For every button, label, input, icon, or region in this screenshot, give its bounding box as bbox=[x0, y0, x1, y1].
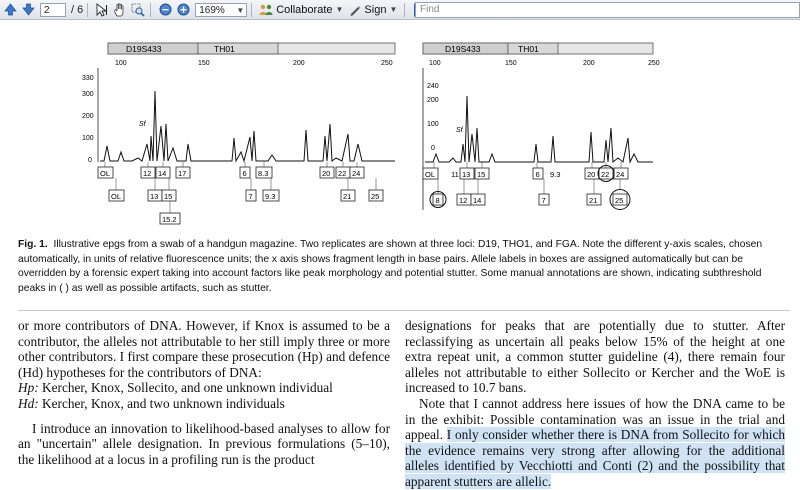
next-page-icon[interactable] bbox=[20, 2, 36, 18]
paragraph bbox=[405, 396, 785, 490]
chevron-down-icon: ▼ bbox=[335, 5, 344, 14]
previous-page-icon[interactable] bbox=[2, 2, 18, 18]
allele-label: 22 bbox=[338, 169, 347, 178]
collaborate-menu-button[interactable] bbox=[256, 4, 346, 16]
body-column-left bbox=[18, 318, 390, 467]
allele-label: 8.3 bbox=[258, 169, 269, 178]
right-electropherogram bbox=[423, 43, 660, 210]
zoom-level-select[interactable] bbox=[195, 3, 247, 17]
allele-label: 15.2 bbox=[162, 215, 177, 224]
allele-label: 12 bbox=[459, 196, 468, 205]
hypothesis-text: Kercher, Knox, Sollecito, and one unknown individual bbox=[42, 380, 333, 396]
allele-label: 21 bbox=[589, 196, 598, 205]
paragraph: or more contributors of DNA. However, if Knox is assumed to be a contributor, the alleles not attributable to her still imply three or more other contributors. I first compare these prosecution (Hp) and defence (Hd) hypotheses for the contributors of DNA: bbox=[18, 318, 390, 380]
toolbar-separator bbox=[150, 3, 151, 17]
collaborate-icon bbox=[259, 4, 273, 16]
document-page bbox=[0, 20, 800, 489]
locus-label: TH01 bbox=[214, 44, 235, 54]
figure-label: Fig. 1. bbox=[18, 239, 48, 250]
sign-label: Sign bbox=[364, 3, 387, 16]
allele-label: 8 bbox=[435, 196, 440, 205]
allele-label: 15 bbox=[477, 170, 486, 179]
allele-label: 15 bbox=[164, 192, 173, 201]
allele-label: 12 bbox=[143, 169, 152, 178]
paragraph-text: Note that I cannot address here issues of how the DNA came to be in the exhibit: Possible contamination was an issue in the trial and appeal. bbox=[405, 395, 785, 443]
zoom-out-icon[interactable] bbox=[157, 2, 173, 18]
left-electropherogram bbox=[82, 43, 395, 224]
hypothesis-prosecution bbox=[18, 380, 390, 396]
allele-label: 7 bbox=[248, 192, 253, 201]
allele-label: 13 bbox=[462, 170, 471, 179]
y-tick-label: 240 bbox=[427, 83, 439, 90]
y-tick-label: 0 bbox=[431, 145, 435, 152]
hypothesis-text: Kercher, Knox, and two unknown individuals bbox=[42, 395, 285, 411]
zoom-in-icon[interactable] bbox=[175, 2, 191, 18]
locus-label: D19S433 bbox=[126, 44, 162, 54]
paragraph: I introduce an innovation to likelihood-based analyses to allow for an "uncertain" allele designation. In previous formulations (5–10), the likelihood at a locus in a profiling run is the product bbox=[18, 420, 390, 467]
allele-label: 13 bbox=[150, 192, 159, 201]
hypothesis-label: Hp: bbox=[18, 380, 39, 396]
allele-label: 9.3 bbox=[550, 170, 561, 179]
x-tick-label: 200 bbox=[583, 60, 595, 67]
page-total: / 6 bbox=[71, 3, 84, 16]
y-tick-label: 300 bbox=[82, 91, 94, 98]
y-tick-label: 0 bbox=[88, 157, 92, 164]
x-tick-label: 100 bbox=[115, 60, 127, 67]
toolbar-separator bbox=[404, 3, 405, 17]
page-number-input[interactable]: 2 bbox=[40, 3, 66, 17]
x-tick-label: 100 bbox=[429, 60, 441, 67]
y-tick-label: 200 bbox=[427, 97, 439, 104]
find-input[interactable]: Find bbox=[415, 2, 800, 18]
y-tick-label: 100 bbox=[82, 135, 94, 142]
x-tick-label: 250 bbox=[381, 60, 393, 67]
locus-box bbox=[198, 43, 278, 54]
allele-label: 17 bbox=[178, 169, 187, 178]
allele-label: OL bbox=[100, 169, 111, 178]
x-tick-label: 200 bbox=[293, 60, 305, 67]
allele-label: 24 bbox=[616, 170, 625, 179]
allele-label: 25 bbox=[615, 196, 624, 205]
allele-label: 20 bbox=[322, 169, 331, 178]
marquee-zoom-icon[interactable] bbox=[130, 2, 146, 18]
allele-label: 6 bbox=[535, 170, 540, 179]
allele-label: 14 bbox=[473, 196, 482, 205]
allele-label: 25 bbox=[371, 192, 380, 201]
allele-label: 7 bbox=[541, 196, 546, 205]
allele-label: OL bbox=[111, 192, 122, 201]
pen-icon bbox=[349, 4, 361, 16]
body-column-right bbox=[405, 318, 785, 490]
allele-label: 24 bbox=[352, 169, 361, 178]
x-tick-label: 150 bbox=[198, 60, 210, 67]
figure-caption bbox=[18, 238, 790, 296]
y-tick-label: 100 bbox=[427, 121, 439, 128]
allele-label: 11 bbox=[451, 170, 459, 179]
allele-label: OL bbox=[425, 170, 436, 179]
hypothesis-label: Hd: bbox=[18, 395, 39, 411]
highlighted-text[interactable]: I only consider whether there is DNA from Sollecito for which the evidence remains very strong after allowing for the additional alleles identified by Vecchiotti and Conti (2) and the possibility that apparent stutters are allelic. bbox=[405, 427, 785, 489]
stutter-annotation: Sf bbox=[456, 127, 463, 134]
toolbar-separator bbox=[87, 3, 88, 17]
allele-label: 22 bbox=[601, 170, 610, 179]
select-tool-icon[interactable] bbox=[94, 2, 110, 18]
allele-label: 9.3 bbox=[265, 192, 276, 201]
chevron-down-icon: ▼ bbox=[389, 5, 398, 14]
hypothesis-defence bbox=[18, 396, 390, 412]
x-tick-label: 150 bbox=[505, 60, 517, 67]
caption-divider bbox=[18, 310, 790, 311]
allele-label: 21 bbox=[343, 192, 352, 201]
y-tick-label: 330 bbox=[82, 75, 94, 82]
collaborate-label: Collaborate bbox=[276, 3, 333, 16]
locus-label: TH01 bbox=[518, 44, 539, 54]
allele-label: 6 bbox=[242, 169, 247, 178]
locus-label: D19S433 bbox=[445, 44, 481, 54]
toolbar-separator bbox=[251, 3, 252, 17]
chevron-down-icon: ▼ bbox=[236, 5, 245, 15]
x-tick-label: 250 bbox=[648, 60, 660, 67]
sign-menu-button[interactable] bbox=[346, 4, 400, 16]
caption-text: Illustrative epgs from a swab of a handgun magazine. Two replicates are shown at three loci: D19, THO1, and FGA. Note the different y-axis scales, chosen automatically, in units of relative fluorescence units; the x axis shows fragment length in base pairs. Allele labels in boxes are assigned automatically but can be overridden by a forensic expert taking into account factors like peak morphology and potential stutter. Some manual annotations are shown, indicating subthreshold peaks in ( ) as well as possible artifacts, such as stutter. bbox=[18, 239, 763, 294]
hand-tool-icon[interactable] bbox=[112, 2, 128, 18]
stutter-annotation: Sf bbox=[139, 121, 146, 128]
allele-label: 20 bbox=[587, 170, 596, 179]
zoom-level-value: 169% bbox=[199, 4, 225, 16]
paragraph: designations for peaks that are potentially due to stutter. After reclassifying as uncertain all peaks below 15% of the height at one extra repeat unit, a common stutter guideline (4), there remain four alleles not attributable to either Sollecito or Kercher and the WoE is increased to 10.7 bans. bbox=[405, 318, 785, 396]
allele-label: 14 bbox=[158, 169, 167, 178]
y-tick-label: 200 bbox=[82, 113, 94, 120]
epg-figure bbox=[82, 40, 758, 235]
